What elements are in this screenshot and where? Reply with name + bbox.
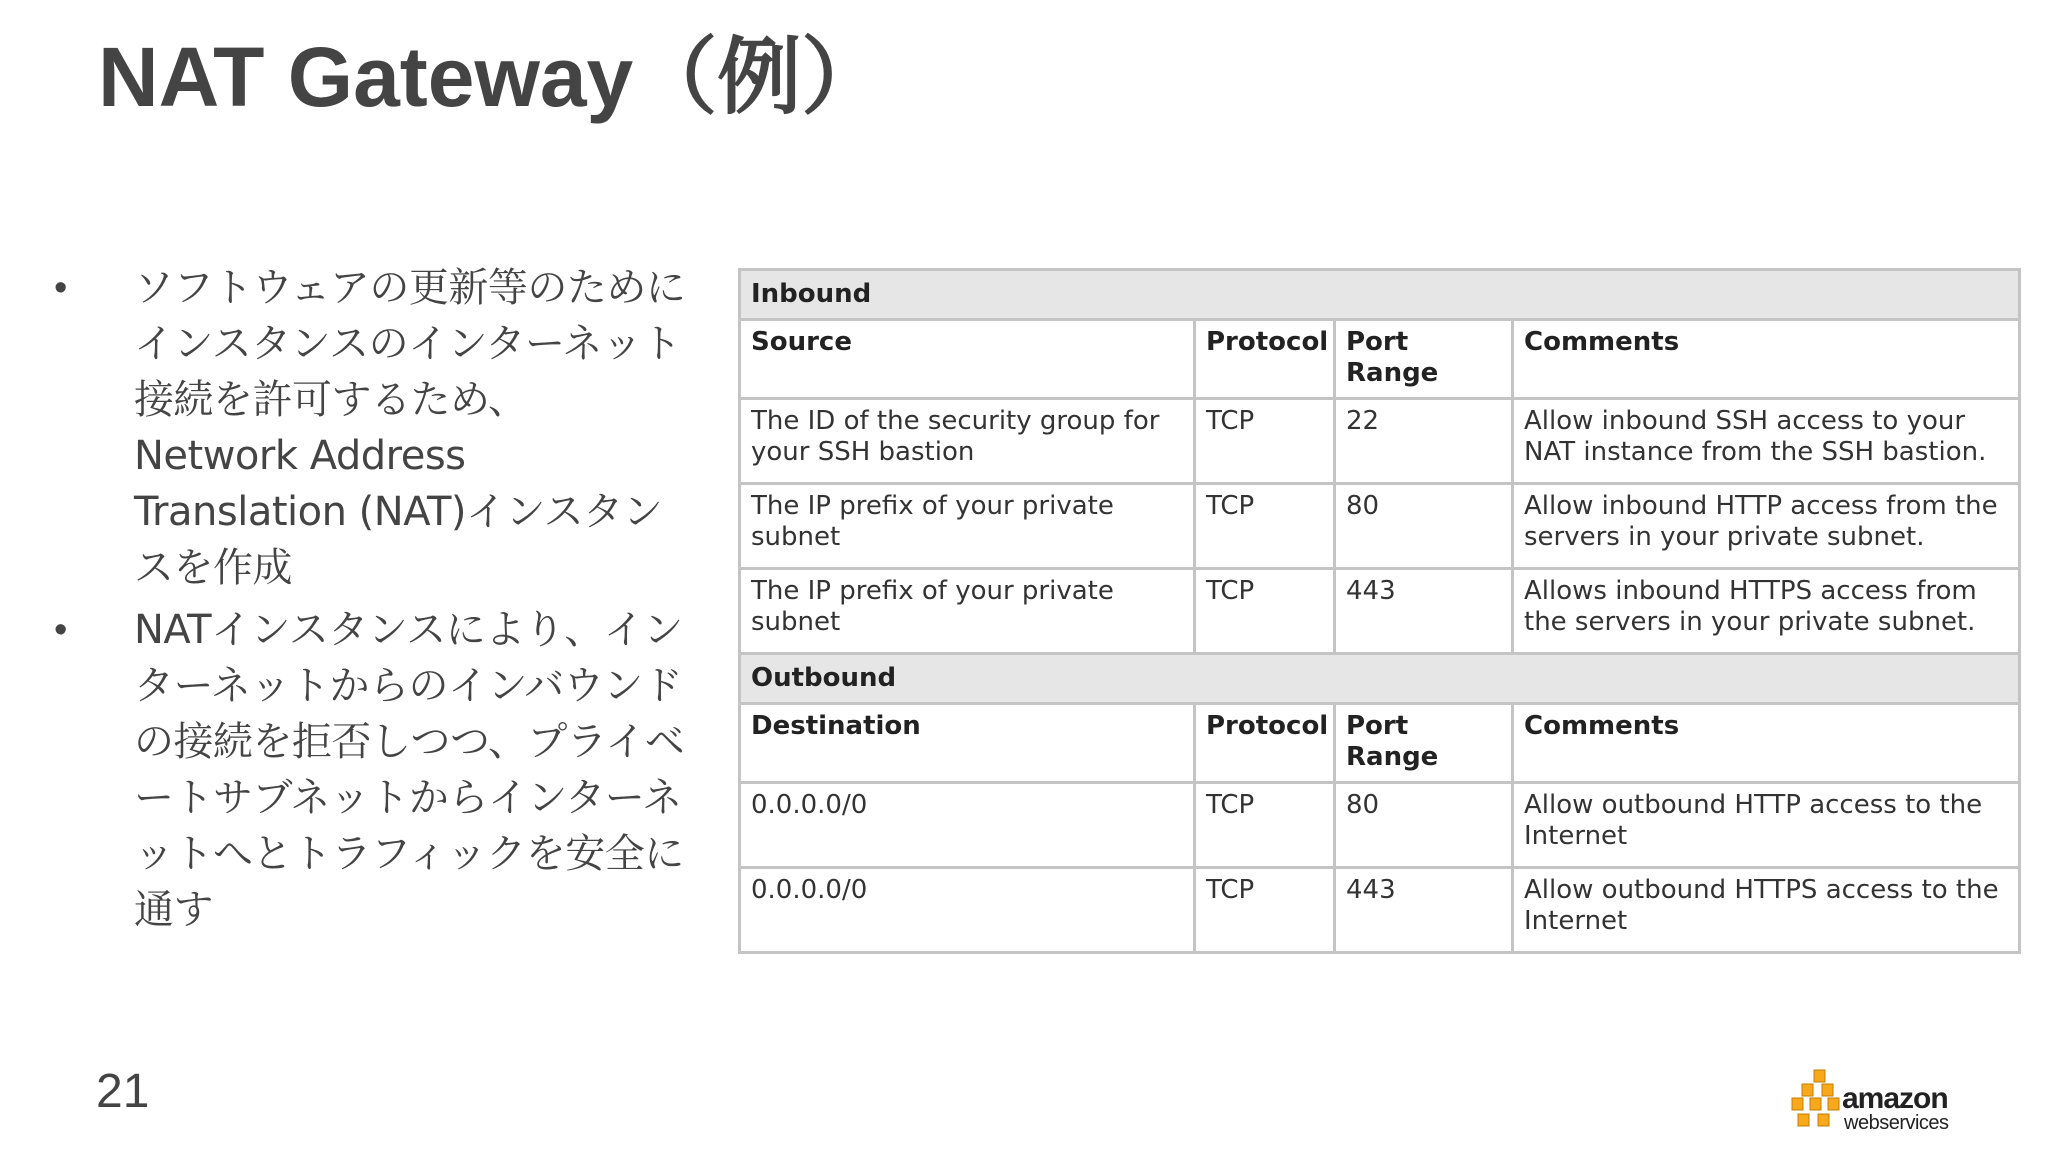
aws-cube-shape — [1792, 1098, 1803, 1110]
table-row — [740, 868, 2020, 953]
column-header-comments: Comments — [1513, 704, 2020, 783]
slide-number: 21 — [96, 1065, 150, 1118]
aws-cube-shape — [1828, 1098, 1839, 1110]
table-cell-destination: 0.0.0.0/0 — [740, 783, 1195, 868]
table-cell-comment: Allow inbound HTTP access from the servers in your private subnet. — [1513, 484, 2020, 569]
bullet-item — [50, 260, 690, 596]
table-cell-comment: Allow inbound SSH access to your NAT instance from the SSH bastion. — [1513, 399, 2020, 484]
aws-cube-shape — [1814, 1070, 1825, 1082]
table-cell-comment: Allow outbound HTTP access to the Internet — [1513, 783, 2020, 868]
table-cell-port: 22 — [1335, 399, 1513, 484]
aws-logo — [1788, 1068, 1978, 1138]
aws-cube-shape — [1818, 1114, 1829, 1126]
bullet-item — [50, 602, 690, 938]
inbound-section-row — [740, 270, 2020, 320]
outbound-section-row — [740, 654, 2020, 704]
column-header-port-range: Port Range — [1335, 704, 1513, 783]
outbound-header-row — [740, 704, 2020, 783]
inbound-header-row — [740, 320, 2020, 399]
table-cell-destination: 0.0.0.0/0 — [740, 868, 1195, 953]
table-cell-source: The IP prefix of your private subnet — [740, 484, 1195, 569]
column-header-comments: Comments — [1513, 320, 2020, 399]
aws-cubes-icon — [1788, 1068, 1840, 1132]
table-cell-port: 443 — [1335, 868, 1513, 953]
aws-cube-shape — [1802, 1084, 1813, 1096]
aws-logo-sub: webservices — [1844, 1112, 1949, 1134]
column-header-protocol: Protocol — [1195, 704, 1335, 783]
table-cell-protocol: TCP — [1195, 569, 1335, 654]
table-cell-port: 443 — [1335, 569, 1513, 654]
bullet-text: ソフトウェアの更新等のためにインスタンスのインターネット接続を許可するため、Network Address Translation (NAT)インスタンスを作成 — [134, 265, 686, 591]
table-cell-comment: Allows inbound HTTPS access from the servers in your private subnet. — [1513, 569, 2020, 654]
table-cell-port: 80 — [1335, 783, 1513, 868]
column-header-source: Source — [740, 320, 1195, 399]
security-rules-table — [738, 268, 2021, 954]
column-header-port-range: Port Range — [1335, 320, 1513, 399]
table-row — [740, 484, 2020, 569]
table-cell-protocol: TCP — [1195, 484, 1335, 569]
aws-logo-word: amazon — [1842, 1082, 1948, 1115]
table-cell-comment: Allow outbound HTTPS access to the Internet — [1513, 868, 2020, 953]
table-row — [740, 569, 2020, 654]
aws-cube-shape — [1822, 1084, 1833, 1096]
table-cell-source: The ID of the security group for your SSH bastion — [740, 399, 1195, 484]
table-cell-protocol: TCP — [1195, 783, 1335, 868]
table-cell-source: The IP prefix of your private subnet — [740, 569, 1195, 654]
aws-cube-shape — [1798, 1114, 1809, 1126]
bullet-list — [50, 260, 690, 944]
inbound-section-label: Inbound — [740, 270, 2020, 320]
table-cell-protocol: TCP — [1195, 399, 1335, 484]
table-row — [740, 783, 2020, 868]
bullet-text: NATインスタンスにより、インターネットからのインバウンドの接続を拒否しつつ、プライベートサブネットからインターネットへとトラフィックを安全に通す — [134, 607, 685, 933]
bullet-dot-icon: • — [54, 609, 68, 651]
table-row — [740, 399, 2020, 484]
table-cell-protocol: TCP — [1195, 868, 1335, 953]
table-cell-port: 80 — [1335, 484, 1513, 569]
outbound-section-label: Outbound — [740, 654, 2020, 704]
aws-cube-shape — [1810, 1098, 1821, 1110]
column-header-destination: Destination — [740, 704, 1195, 783]
column-header-protocol: Protocol — [1195, 320, 1335, 399]
slide-title: NAT Gateway（例） — [98, 30, 886, 124]
bullet-dot-icon: • — [54, 267, 68, 309]
